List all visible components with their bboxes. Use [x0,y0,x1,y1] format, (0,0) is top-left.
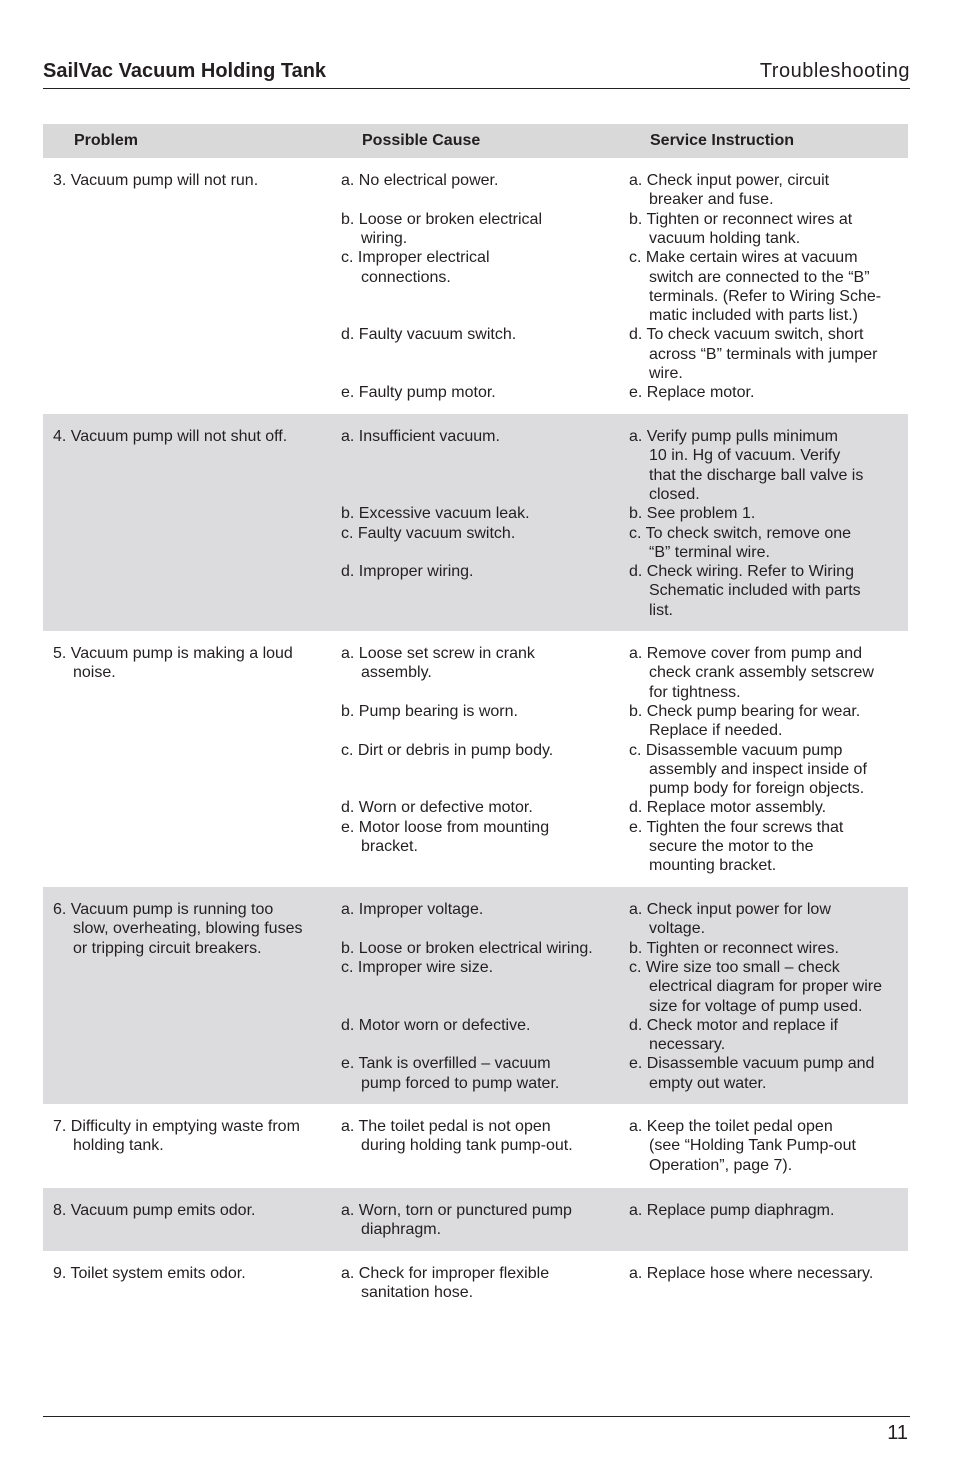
cause-item: pump forced to pump water. [361,1074,560,1092]
instruction-item: e. Replace motor. [629,384,755,402]
instruction-item: a. Verify pump pulls minimum [629,428,838,445]
instruction-item: c. To check switch, remove one [629,524,852,542]
page-header [43,60,910,89]
cause-item: a. Improper voltage. [341,901,484,918]
cause-item: assembly. [361,664,432,682]
column-header-cause: Possible Cause [362,132,481,149]
instruction-item: Schematic included with parts [649,582,861,600]
table-row [43,1104,908,1188]
cause-item: e. Faulty pump motor. [341,384,496,402]
instruction-item: voltage. [649,920,706,938]
problem-text: 4. Vacuum pump will not shut off. [53,428,288,445]
cause-item: connections. [361,268,451,286]
instruction-item: c. Disassemble vacuum pump [629,741,843,759]
cause-item: c. Improper electrical [341,249,490,267]
table-row [43,414,908,631]
instruction-item: (see “Holding Tank Pump-out [649,1137,856,1155]
instruction-item: d. Check motor and replace if [629,1016,838,1034]
cause-item: d. Improper wiring. [341,563,474,581]
instruction-item: switch are connected to the “B” [649,268,870,286]
cause-item: b. Loose or broken electrical wiring. [341,939,593,957]
problem-text: slow, overheating, blowing fuses [73,920,303,938]
instruction-item: a. Replace pump diaphragm. [629,1202,835,1219]
cause-item: bracket. [361,838,418,855]
cause-item: c. Dirt or debris in pump body. [341,741,554,759]
cause-item: sanitation hose. [361,1284,474,1302]
instruction-item: b. Tighten or reconnect wires. [629,939,839,957]
instruction-item: a. Check input power for low [629,901,831,918]
problem-text: 5. Vacuum pump is making a loud [53,645,293,662]
instruction-item: wire. [649,365,683,382]
document-title: SailVac Vacuum Holding Tank [43,60,327,82]
instruction-item: a. Keep the toilet pedal open [629,1118,833,1135]
instruction-item: e. Disassemble vacuum pump and [629,1055,875,1073]
instruction-item: c. Wire size too small – check [629,958,840,976]
cause-item: b. Excessive vacuum leak. [341,505,530,523]
instruction-item: breaker and fuse. [649,191,774,209]
cause-item: e. Tank is overfilled – vacuum [341,1055,551,1073]
instruction-item: that the discharge ball valve is [649,466,864,484]
cause-item: a. No electrical power. [341,172,499,189]
cause-item: during holding tank pump-out. [361,1137,573,1155]
instruction-item: electrical diagram for proper wire [649,978,882,996]
cause-item: diaphragm. [361,1221,442,1239]
instruction-item: pump body for foreign objects. [649,780,865,798]
instruction-item: terminals. (Refer to Wiring Sche- [649,287,882,305]
instruction-item: size for voltage of pump used. [649,997,863,1015]
problem-text: 8. Vacuum pump emits odor. [53,1202,256,1219]
instruction-item: check crank assembly setscrew [649,664,874,682]
instruction-item: mounting bracket. [649,857,777,875]
instruction-item: matic included with parts list.) [649,307,858,325]
instruction-item: secure the motor to the [649,838,814,855]
instruction-item: empty out water. [649,1074,767,1092]
cause-item: a. The toilet pedal is not open [341,1118,551,1135]
cause-item: b. Pump bearing is worn. [341,702,518,720]
footer-rule [43,1416,910,1417]
instruction-item: a. Replace hose where necessary. [629,1265,874,1282]
cause-item: a. Insufficient vacuum. [341,428,500,445]
cause-item: d. Worn or defective motor. [341,799,533,817]
instruction-item: b. Tighten or reconnect wires at [629,210,853,228]
table-row [43,1251,908,1311]
table-header [43,124,908,158]
instruction-item: necessary. [649,1036,726,1054]
cause-item: d. Motor worn or defective. [341,1016,531,1034]
instruction-item: b. See problem 1. [629,505,756,523]
table-row [43,1188,908,1251]
troubleshooting-table [43,124,908,1302]
problem-text: 9. Toilet system emits odor. [53,1265,246,1282]
page-number: 11 [887,1422,908,1444]
instruction-item: Operation”, page 7). [649,1156,793,1174]
cause-item: c. Improper wire size. [341,958,494,976]
instruction-item: Replace if needed. [649,722,783,740]
cause-item: e. Motor loose from mounting [341,818,550,836]
column-header-instruction: Service Instruction [650,132,795,149]
instruction-item: a. Check input power, circuit [629,172,830,189]
problem-text: 7. Difficulty in emptying waste from [53,1118,300,1135]
instruction-item: d. Replace motor assembly. [629,799,827,817]
problem-text: 6. Vacuum pump is running too [53,901,274,918]
problem-text: noise. [73,664,116,682]
cause-item: a. Check for improper flexible [341,1265,550,1282]
instruction-item: c. Make certain wires at vacuum [629,249,858,267]
instruction-item: a. Remove cover from pump and [629,645,862,662]
cause-item: d. Faulty vacuum switch. [341,326,517,344]
cause-item: a. Worn, torn or punctured pump [341,1202,572,1219]
section-title: Troubleshooting [759,60,910,82]
instruction-item: d. Check wiring. Refer to Wiring [629,563,854,581]
instruction-item: list. [649,601,673,619]
cause-item: a. Loose set screw in crank [341,645,535,662]
problem-text: or tripping circuit breakers. [73,939,262,957]
table-row [43,158,908,414]
instruction-item: across “B” terminals with jumper [649,345,878,363]
problem-text: holding tank. [73,1137,164,1155]
table-row [43,887,908,1104]
instruction-item: closed. [649,485,700,503]
problem-text: 3. Vacuum pump will not run. [53,172,259,189]
instruction-item: assembly and inspect inside of [649,760,867,778]
instruction-item: for tightness. [649,683,741,701]
column-header-problem: Problem [74,132,139,149]
instruction-item: d. To check vacuum switch, short [629,326,864,344]
cause-item: b. Loose or broken electrical [341,210,542,228]
instruction-item: b. Check pump bearing for wear. [629,702,861,720]
table-row [43,631,908,887]
instruction-item: vacuum holding tank. [649,229,801,247]
instruction-item: “B” terminal wire. [649,543,770,561]
cause-item: c. Faulty vacuum switch. [341,524,516,542]
cause-item: wiring. [361,229,408,247]
instruction-item: 10 in. Hg of vacuum. Verify [649,447,841,465]
instruction-item: e. Tighten the four screws that [629,818,844,836]
